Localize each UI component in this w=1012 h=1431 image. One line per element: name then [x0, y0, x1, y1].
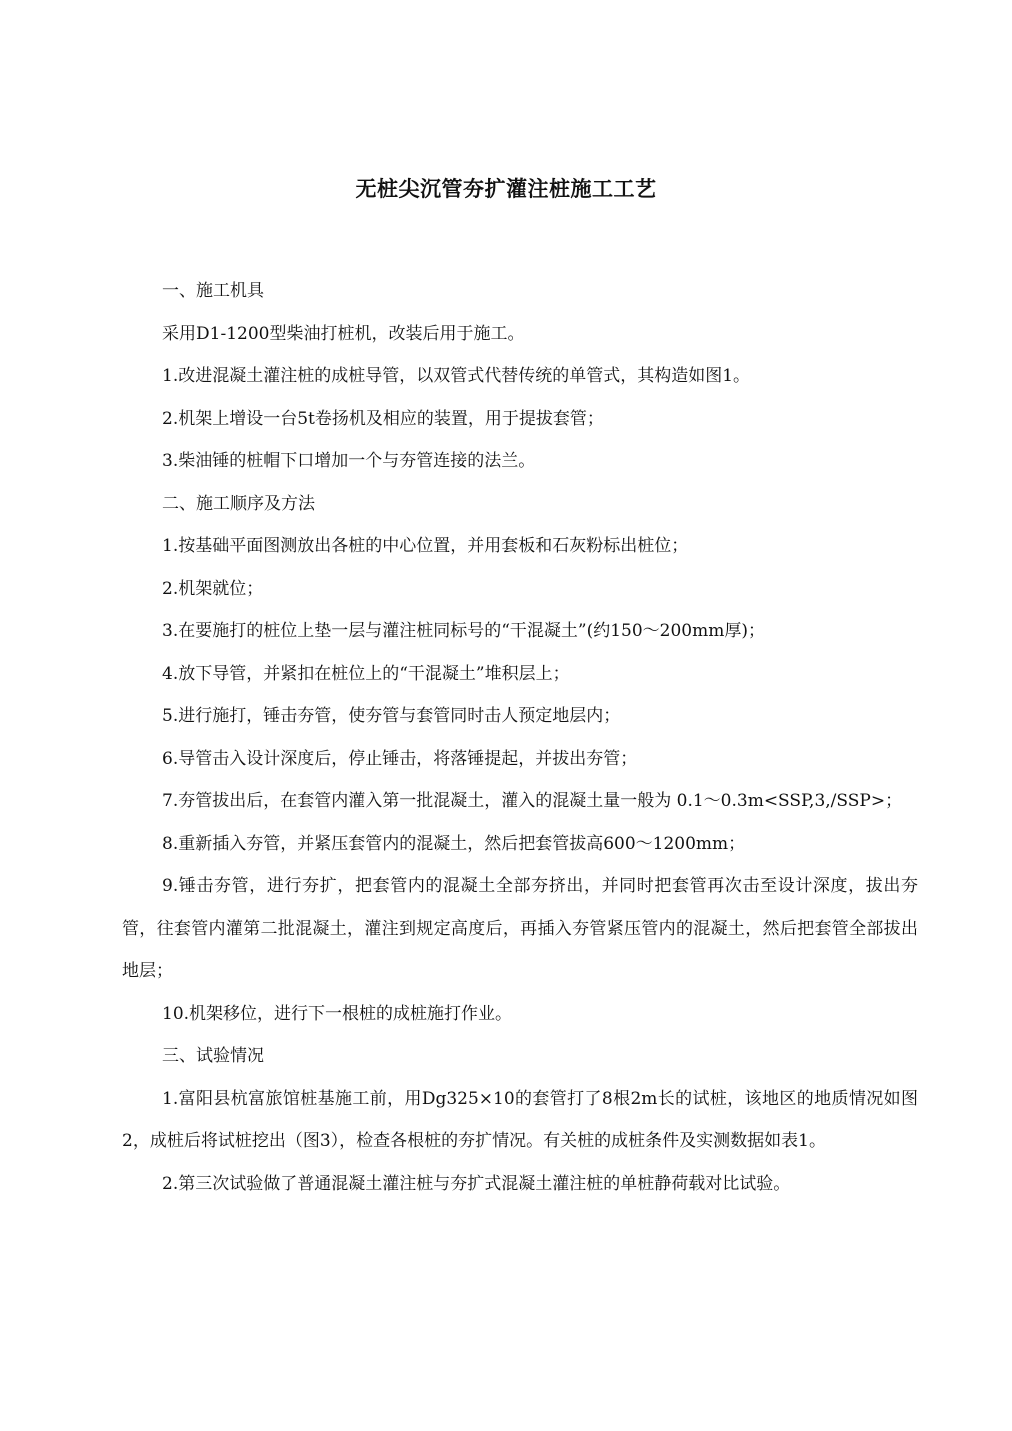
paragraph: 采用D1-1200型柴油打桩机，改装后用于施工。: [162, 323, 525, 344]
paragraph: 1.按基础平面图测放出各桩的中心位置，并用套板和石灰粉标出桩位；: [162, 536, 689, 556]
paragraph: 7.夯管拔出后，在套管内灌入第一批混凝土，灌入的混凝土量一般为 0.1～0.3m<SSP,3,/SSP>；: [162, 791, 903, 811]
paragraph: 9.锤击夯管，进行夯扩，把套管内的混凝土全部夯挤出，并同时把套管再次击至设计深度，拔出夯管，往套管内灌第二批混凝土，灌注到规定高度后，再插入夯管紧压管内的混凝土，然后把套管全部拔出地层；: [122, 876, 918, 981]
paragraph: 1.富阳县杭富旅馆桩基施工前，用Dg325×10的套管打了8根2m长的试桩，该地区的地质情况如图2，成桩后将试桩挖出（图3），检查各根桩的夯扩情况。有关桩的成桩条件及实测数据如表1。: [122, 1088, 918, 1151]
section-heading-tests: 三、试验情况: [162, 1046, 264, 1066]
section-heading-procedure: 二、施工顺序及方法: [162, 493, 315, 514]
paragraph: 10.机架移位，进行下一根桩的成桩施打作业。: [162, 1003, 513, 1024]
document-title: 无桩尖沉管夯扩灌注桩施工工艺: [355, 177, 657, 201]
section-heading-equipment: 一、施工机具: [162, 281, 264, 301]
paragraph: 6.导管击入设计深度后，停止锤击，将落锤提起，并拔出夯管；: [162, 748, 638, 769]
paragraph: 3.在要施打的桩位上垫一层与灌注桩同标号的“干混凝土”(约150～200mm厚)；: [162, 621, 766, 641]
paragraph: 3.柴油锤的桩帽下口增加一个与夯管连接的法兰。: [162, 451, 536, 471]
paragraph: 2.机架上增设一台5t卷扬机及相应的装置，用于提拔套管；: [162, 408, 604, 429]
paragraph: 5.进行施打，锤击夯管，使夯管与套管同时击人预定地层内；: [162, 706, 621, 726]
paragraph: 2.第三次试验做了普通混凝土灌注桩与夯扩式混凝土灌注桩的单桩静荷载对比试验。: [162, 1173, 791, 1194]
paragraph: 8.重新插入夯管，并紧压套管内的混凝土，然后把套管拔高600～1200mm；: [162, 833, 746, 854]
paragraph: 1.改进混凝土灌注桩的成桩导管，以双管式代替传统的单管式，其构造如图1。: [162, 366, 751, 386]
paragraph: 4.放下导管，并紧扣在桩位上的“干混凝土”堆积层上；: [162, 663, 570, 684]
paragraph: 2.机架就位；: [162, 578, 264, 599]
document-body: [122, 270, 918, 1205]
